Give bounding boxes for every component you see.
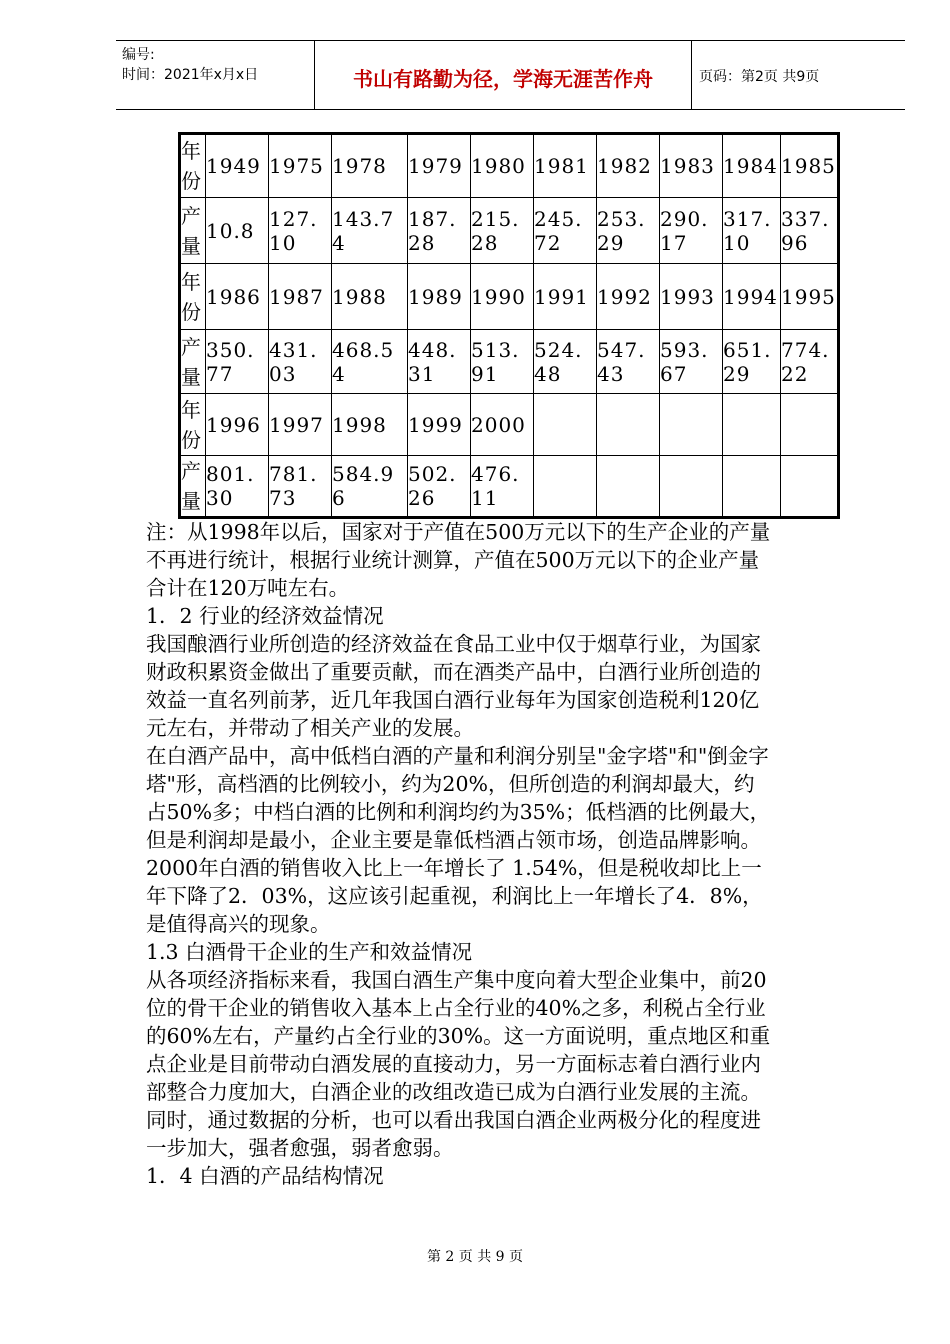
production-cell: 774.22 [781,330,839,394]
production-cell: 593.67 [660,330,723,394]
year-label-top: 年 [181,269,201,294]
text-line: 同时，通过数据的分析，也可以看出我国白酒企业两极分化的程度进 [146,1108,761,1132]
text-line: 我国酿酒行业所创造的经济效益在食品工业中仅于烟草行业，为国家 [146,632,761,656]
year-cell [597,394,660,456]
header-meta-cell [116,41,314,109]
production-table [178,132,840,519]
text-line: 是值得高兴的现象。 [146,912,331,936]
production-cell: 502.26 [408,456,471,518]
year-cell [781,394,839,456]
production-cell: 317.10 [723,198,781,264]
production-label [180,330,206,394]
page-indicator: 页码：第2页 共9页 [699,69,820,85]
text-line: 2000年白酒的销售收入比上一年增长了 1.54%，但是税收却比上一 [146,856,762,880]
text-line: 1．2 行业的经济效益情况 [146,604,384,628]
production-cell: 781.73 [269,456,332,518]
text-line: 塔"形，高档酒的比例较小，约为20%，但所创造的利润却最大，约 [146,772,755,796]
production-label [180,198,206,264]
production-cell: 801.30 [206,456,269,518]
production-cell: 513.91 [471,330,534,394]
year-cell: 1991 [534,264,597,330]
production-cell: 547.43 [597,330,660,394]
year-cell: 1992 [597,264,660,330]
text-line: 1．4 白酒的产品结构情况 [146,1164,384,1188]
production-row [180,456,839,518]
production-cell [781,456,839,518]
year-cell: 1993 [660,264,723,330]
text-line: 元左右，并带动了相关产业的发展。 [146,716,474,740]
production-label-bottom: 量 [181,233,201,258]
year-cell: 1995 [781,264,839,330]
year-cell: 1990 [471,264,534,330]
production-cell [534,456,597,518]
production-cell: 584.96 [332,456,408,518]
year-cell: 1980 [471,134,534,198]
year-cell: 1985 [781,134,839,198]
text-line: 的60%左右，产量约占全行业的30%。这一方面说明，重点地区和重 [146,1024,771,1048]
production-cell: 524.48 [534,330,597,394]
year-cell [723,394,781,456]
production-cell: 253.29 [597,198,660,264]
year-cell: 1983 [660,134,723,198]
year-label-bottom: 份 [181,169,201,193]
text-line: 在白酒产品中，高中低档白酒的产量和利润分别呈"金字塔"和"倒金字 [146,744,769,768]
year-cell: 1989 [408,264,471,330]
year-cell: 2000 [471,394,534,456]
year-label-top: 年 [181,139,201,163]
text-line: 效益一直名列前茅，近几年我国白酒行业每年为国家创造税利120亿 [146,688,760,712]
production-cell: 143.74 [332,198,408,264]
year-row [180,264,839,330]
production-cell: 476.11 [471,456,534,518]
year-cell: 1987 [269,264,332,330]
year-cell: 1999 [408,394,471,456]
production-row [180,330,839,394]
date-label: 时间：2021年x月x日 [122,67,259,83]
year-cell: 1978 [332,134,408,198]
motto: 书山有路勤为径，学海无涯苦作舟 [353,67,653,91]
production-row [180,198,839,264]
body-text [146,518,891,1190]
production-cell: 127.10 [269,198,332,264]
year-cell: 1994 [723,264,781,330]
production-cell: 337.96 [781,198,839,264]
text-line: 年下降了2．03%，这应该引起重视，利润比上一年增长了4．8%， [146,884,763,908]
text-line: 1.3 白酒骨干企业的生产和效益情况 [146,940,473,964]
production-cell: 350.77 [206,330,269,394]
production-cell: 245.72 [534,198,597,264]
year-cell [534,394,597,456]
year-label-bottom: 份 [181,299,201,324]
text-line: 合计在120万吨左右。 [146,576,350,600]
year-cell: 1982 [597,134,660,198]
header-motto-cell [314,41,692,109]
production-label-bottom: 量 [181,489,201,513]
year-label [180,264,206,330]
production-cell: 215.28 [471,198,534,264]
production-cell [660,456,723,518]
production-cell [597,456,660,518]
year-label [180,394,206,456]
year-cell: 1981 [534,134,597,198]
production-label-bottom: 量 [181,364,201,389]
year-cell: 1998 [332,394,408,456]
year-cell: 1975 [269,134,332,198]
text-line: 部整合力度加大，白酒企业的改组改造已成为白酒行业发展的主流。 [146,1080,761,1104]
page-footer: 第 2 页 共 9 页 [426,1249,524,1265]
production-cell: 290.17 [660,198,723,264]
text-line: 一步加大，强者愈强，弱者愈弱。 [146,1136,454,1160]
text-line: 财政积累资金做出了重要贡献，而在酒类产品中，白酒行业所创造的 [146,660,761,684]
year-cell: 1979 [408,134,471,198]
text-line: 占50%多；中档白酒的比例和利润均约为35%；低档酒的比例最大， [146,800,771,824]
production-cell [723,456,781,518]
production-cell: 187.28 [408,198,471,264]
text-line: 点企业是目前带动白酒发展的直接动力，另一方面标志着白酒行业内 [146,1052,761,1076]
serial-label: 编号: [122,47,155,63]
year-label-bottom: 份 [181,427,201,452]
year-cell: 1988 [332,264,408,330]
year-cell: 1949 [206,134,269,198]
year-label-top: 年 [181,397,201,422]
year-label [180,134,206,198]
text-line: 但是利润却是最小，企业主要是靠低档酒占领市场，创造品牌影响。 [146,828,761,852]
production-label-top: 产 [181,203,201,228]
year-cell: 1986 [206,264,269,330]
header-page-cell [691,41,905,109]
production-cell: 651.29 [723,330,781,394]
text-line: 注：从1998年以后，国家对于产值在500万元以下的生产企业的产量 [146,520,771,544]
year-cell: 1984 [723,134,781,198]
page-header [116,40,905,110]
year-cell: 1996 [206,394,269,456]
production-cell: 468.54 [332,330,408,394]
text-line: 位的骨干企业的销售收入基本上占全行业的40%之多，利税占全行业 [146,996,766,1020]
production-cell: 431.03 [269,330,332,394]
production-label [180,456,206,518]
year-row [180,394,839,456]
text-line: 不再进行统计，根据行业统计测算，产值在500万元以下的企业产量 [146,548,760,572]
production-label-top: 产 [181,334,201,359]
year-cell [660,394,723,456]
year-row [180,134,839,198]
production-cell: 448.31 [408,330,471,394]
production-label-top: 产 [181,459,201,483]
production-cell: 10.8 [206,198,269,264]
text-line: 从各项经济指标来看，我国白酒生产集中度向着大型企业集中，前20 [146,968,767,992]
year-cell: 1997 [269,394,332,456]
